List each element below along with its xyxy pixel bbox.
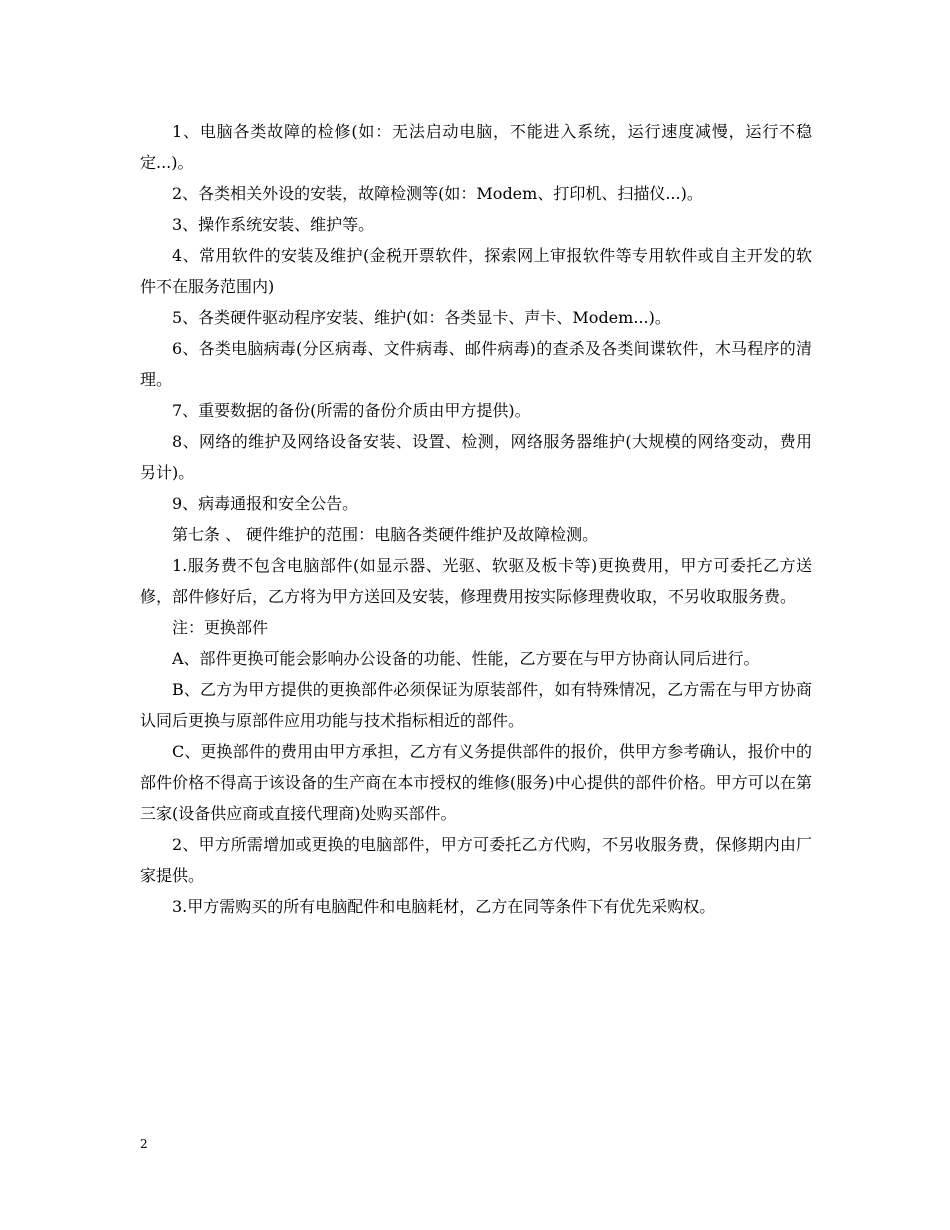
paragraph-4: 4、常用软件的安装及维护(金税开票软件，探索网上审报软件等专用软件或自主开发的软件不在服务范围内)	[140, 246, 812, 296]
paragraph-9: 9、病毒通报和安全公告。	[172, 494, 359, 513]
paragraph-5: 5、各类硬件驱动程序安装、维护(如：各类显卡、声卡、Modem...)。	[172, 308, 671, 327]
page-number: 2	[140, 1137, 148, 1151]
paragraph-6: 6、各类电脑病毒(分区病毒、文件病毒、邮件病毒)的查杀及各类间谍软件，木马程序的清理。	[140, 339, 812, 389]
paragraph-b: B、乙方为甲方提供的更换部件必须保证为原装部件，如有特殊情况，乙方需在与甲方协商认同后更换与原部件应用功能与技术指标相近的部件。	[140, 680, 812, 730]
paragraph-3: 3、操作系统安装、维护等。	[172, 215, 375, 234]
note-replacement-parts: 注：更换部件	[172, 618, 269, 637]
article-7-heading: 第七条 、 硬件维护的范围：电脑各类硬件维护及故障检测。	[172, 525, 599, 544]
paragraph-a: A、部件更换可能会影响办公设备的功能、性能，乙方要在与甲方协商认同后进行。	[172, 649, 760, 668]
paragraph-c: C、更换部件的费用由甲方承担，乙方有义务提供部件的报价，供甲方参考确认，报价中的部件价格不得高于该设备的生产商在本市授权的维修(服务)中心提供的部件价格。甲方可以在第三家(设备供应商或直接代理商)处购买部件。	[140, 742, 812, 823]
document-body	[140, 116, 812, 922]
paragraph-hardware-2: 2、甲方所需增加或更换的电脑部件，甲方可委托乙方代购，不另收服务费，保修期内由厂家提供。	[140, 835, 812, 885]
paragraph-8: 8、网络的维护及网络设备安装、设置、检测，网络服务器维护(大规模的网络变动，费用另计)。	[140, 432, 812, 482]
paragraph-1: 1、电脑各类故障的检修(如：无法启动电脑，不能进入系统，运行速度减慢，运行不稳定...)。	[140, 122, 812, 172]
paragraph-hardware-1: 1.服务费不包含电脑部件(如显示器、光驱、软驱及板卡等)更换费用，甲方可委托乙方送修，部件修好后，乙方将为甲方送回及安装，修理费用按实际修理费收取，不另收取服务费。	[140, 556, 812, 606]
paragraph-2: 2、各类相关外设的安装，故障检测等(如：Modem、打印机、扫描仪...)。	[172, 184, 703, 203]
paragraph-hardware-3: 3.甲方需购买的所有电脑配件和电脑耗材，乙方在同等条件下有优先采购权。	[172, 897, 716, 916]
paragraph-7: 7、重要数据的备份(所需的备份介质由甲方提供)。	[172, 401, 531, 420]
